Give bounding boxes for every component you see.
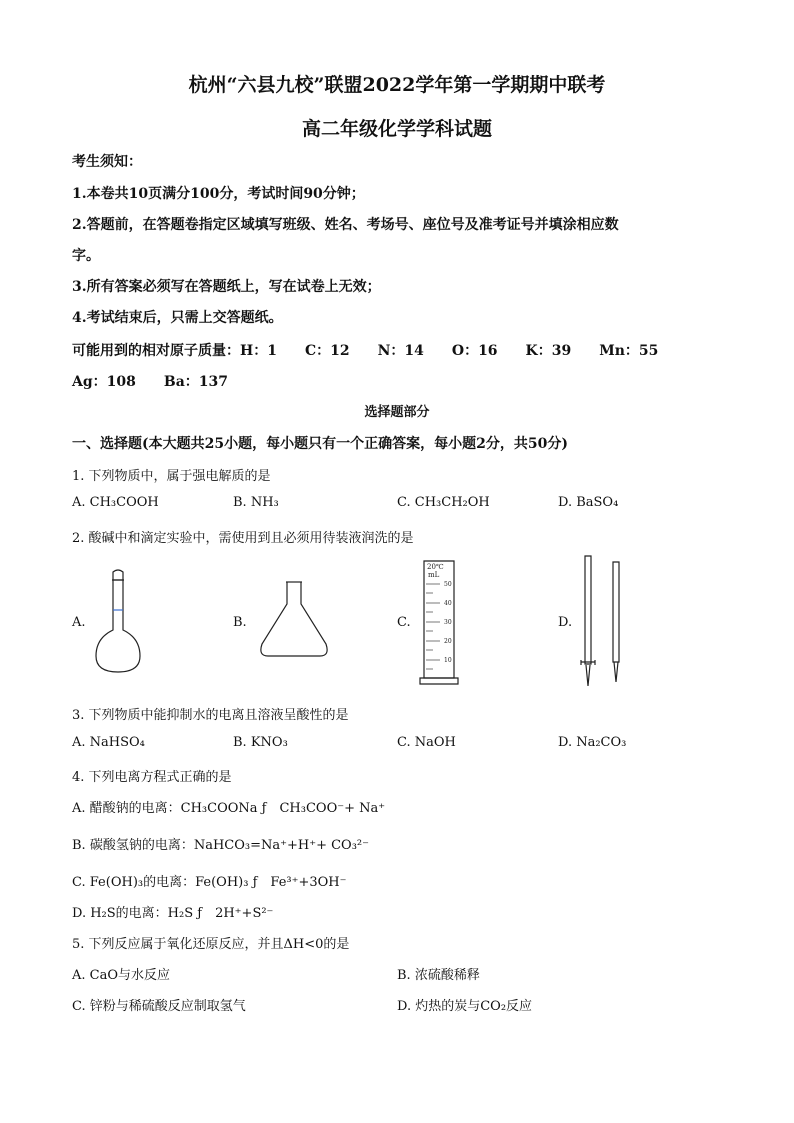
- option-a: A. CaO与水反应: [72, 968, 171, 983]
- option-a: A. NaHSO₄: [72, 735, 145, 750]
- exam-title: 杭州“六县九校”联盟2022学年第一学期期中联考: [188, 74, 606, 96]
- option-c: C. NaOH: [397, 735, 456, 750]
- cylinder-label: mL: [428, 571, 440, 579]
- option-d: D. H₂S的电离：H₂S ƒ 2H⁺+S²⁻: [72, 906, 274, 921]
- volumetric-flask-image: [88, 568, 148, 678]
- notice-item: 2.答题前，在答题卷指定区域填写班级、姓名、考场号、座位号及准考证号并填涂相应数: [72, 217, 619, 233]
- question-stem: 1. 下列物质中，属于强电解质的是: [72, 469, 271, 484]
- atomic-masses: 可能用到的相对原子质量：H：1 C：12 N：14 O：16 K：39 Mn：55: [72, 343, 659, 359]
- option-a: A.: [72, 615, 86, 630]
- atomic-masses: Ag：108 Ba：137: [72, 374, 229, 390]
- question-stem: 2. 酸碱中和滴定实验中，需使用到且必须用待装液润洗的是: [72, 531, 414, 546]
- option-b: B. KNO₃: [233, 735, 288, 750]
- option-a: A. CH₃COOH: [72, 495, 159, 510]
- part-heading: 一、选择题(本大题共25小题，每小题只有一个正确答案，每小题2分，共50分): [72, 436, 568, 452]
- option-b: B. 浓硫酸稀释: [397, 968, 480, 983]
- notice-item: 4.考试结束后，只需上交答题纸。: [72, 310, 283, 326]
- option-a: A. 醋酸钠的电离：CH₃COONa ƒ CH₃COO⁻+ Na⁺: [72, 801, 386, 816]
- option-c: C. 锌粉与稀硫酸反应制取氢气: [72, 999, 246, 1014]
- notice-item: 1.本卷共10页满分100分，考试时间90分钟；: [72, 186, 365, 202]
- notice-heading: 考生须知：: [72, 154, 142, 170]
- graduated-cylinder-image: [418, 558, 462, 688]
- conical-flask-image: [254, 580, 334, 660]
- question-stem: 4. 下列电离方程式正确的是: [72, 770, 232, 785]
- option-d: D. Na₂CO₃: [558, 735, 627, 750]
- option-d: D. BaSO₄: [558, 495, 619, 510]
- cylinder-tick-label: 10: [444, 657, 452, 664]
- burette-image: [578, 552, 628, 692]
- cylinder-tick-label: 20: [444, 638, 452, 645]
- option-c: C. Fe(OH)₃的电离：Fe(OH)₃ ƒ Fe³⁺+3OH⁻: [72, 875, 347, 890]
- option-b: B.: [233, 615, 247, 630]
- cylinder-tick-label: 40: [444, 600, 452, 607]
- option-d: D.: [558, 615, 573, 630]
- option-d: D. 灼热的炭与CO₂反应: [397, 999, 533, 1014]
- question-stem: 3. 下列物质中能抑制水的电离且溶液呈酸性的是: [72, 708, 349, 723]
- option-c: C.: [397, 615, 411, 630]
- cylinder-label: 20℃: [427, 563, 444, 571]
- option-b: B. NH₃: [233, 495, 279, 510]
- cylinder-tick-label: 50: [444, 581, 452, 588]
- option-c: C. CH₃CH₂OH: [397, 495, 490, 510]
- option-b: B. 碳酸氢钠的电离：NaHCO₃=Na⁺+H⁺+ CO₃²⁻: [72, 838, 369, 853]
- notice-item: 3.所有答案必须写在答题纸上，写在试卷上无效；: [72, 279, 381, 295]
- question-stem: 5. 下列反应属于氧化还原反应，并且ΔH<0的是: [72, 937, 350, 952]
- section-title: 选择题部分: [364, 405, 430, 420]
- cylinder-tick-label: 30: [444, 619, 452, 626]
- notice-item: 字。: [72, 248, 100, 264]
- exam-subtitle: 高二年级化学学科试题: [301, 118, 492, 140]
